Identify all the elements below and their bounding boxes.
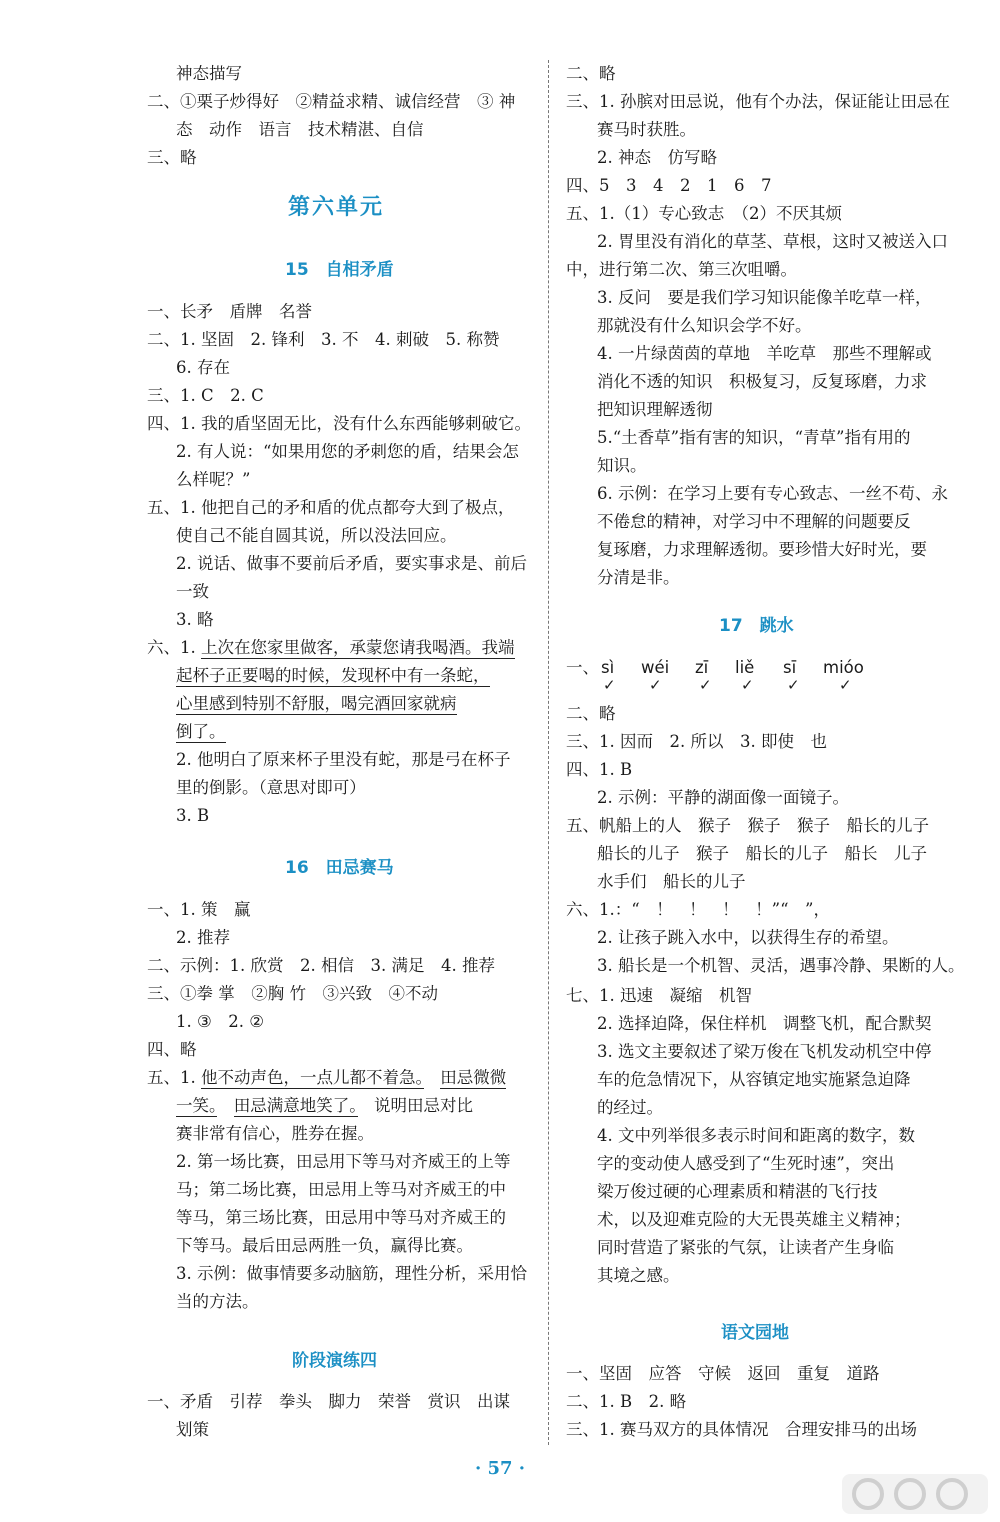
pinyin-item: sì <box>601 658 615 677</box>
answer-line: 3. 船长是一个机智、灵活，遇事冷静、果断的人。 <box>597 956 965 975</box>
answer-line: 车的危急情况下，从容镇定地实施紧急迫降 <box>597 1070 911 1089</box>
underlined-text: 上次在您家里做客，承蒙您请我喝酒。我端 <box>201 638 515 657</box>
spacer-text <box>217 1096 234 1115</box>
answer-line <box>176 666 490 686</box>
answer-line: 态 动作 语言 技术精湛、自信 <box>176 120 424 139</box>
spacer-text <box>424 1068 441 1087</box>
plain-text: 说明田忌对比 <box>357 1096 473 1115</box>
answer-line: 五、1. 他把自己的矛和盾的优点都夸大到了极点， <box>147 498 515 517</box>
answer-line: 那就没有什么知识会学不好。 <box>597 316 812 335</box>
answer-line <box>176 694 457 714</box>
answer-line: 三、1. C 2. C <box>147 386 264 405</box>
answer-line: 四、1. B <box>566 760 633 779</box>
unit-title: 第六单元 <box>288 195 385 220</box>
check-mark-icon: ✓ <box>699 676 712 694</box>
column-divider <box>548 60 549 1445</box>
check-mark-icon: ✓ <box>741 676 754 694</box>
answer-line: 神态描写 <box>176 64 242 83</box>
answer-line: 4. 文中列举很多表示时间和距离的数字，数 <box>597 1126 915 1145</box>
answer-line: 二、略 <box>566 64 616 83</box>
answer-line: 下等马。最后田忌两胜一负，赢得比赛。 <box>176 1236 473 1255</box>
answer-line: 1. ③ 2. ② <box>176 1012 265 1031</box>
answer-line: 2. 示例：平静的湖面像一面镜子。 <box>597 788 849 807</box>
answer-line <box>176 722 226 742</box>
answer-line: 一、1. 策 赢 <box>147 900 251 919</box>
answer-line <box>147 638 515 658</box>
answer-line: 不倦怠的精神，对学习中不理解的问题要反 <box>597 512 911 531</box>
check-mark-icon: ✓ <box>839 676 852 694</box>
underlined-text: 倒了。 <box>176 722 226 741</box>
answer-line: 三、1. 因而 2. 所以 3. 即使 也 <box>566 732 827 751</box>
answer-line: 消化不透的知识 积极复习，反复琢磨，力求 <box>597 372 927 391</box>
answer-line: 三、略 <box>147 148 197 167</box>
underlined-text: 他不动声色，一点儿都不着急。 <box>201 1068 424 1087</box>
answer-line: 二、①栗子炒得好 ②精益求精、诚信经营 ③ 神 <box>147 92 516 111</box>
answer-line: 2. 他明白了原来杯子里没有蛇，那是弓在杯子 <box>176 750 511 769</box>
answer-line: 5.“土香草”指有害的知识，“青草”指有用的 <box>597 428 911 447</box>
pinyin-item: sī <box>783 658 797 677</box>
underlined-text: 心里感到特别不舒服，喝完酒回家就病 <box>176 694 457 713</box>
answer-line: 3. 反问 要是我们学习知识能像羊吃草一样， <box>597 288 932 307</box>
answer-line: 七、1. 迅速 凝缩 机智 <box>566 986 752 1005</box>
answer-line: 知识。 <box>597 456 647 475</box>
answer-line: 等马，第三场比赛，田忌用中等马对齐威王的 <box>176 1208 506 1227</box>
check-mark-icon: ✓ <box>649 676 662 694</box>
answer-line: 4. 一片绿茵茵的草地 羊吃草 那些不理解或 <box>597 344 932 363</box>
answer-line: 二、1. B 2. 略 <box>566 1392 687 1411</box>
answer-line: 二、1. 坚固 2. 锋利 3. 不 4. 刺破 5. 称赞 <box>147 330 500 349</box>
answer-line: 复琢磨，力求理解透彻。要珍惜大好时光，要 <box>597 540 927 559</box>
answer-line: 3. 示例：做事情要多动脑筋，理性分析，采用恰 <box>176 1264 527 1283</box>
underlined-text: 起杯子正要喝的时候，发现杯中有一条蛇， <box>176 666 490 685</box>
answer-line <box>147 1068 506 1088</box>
answer-line: 2. 第一场比赛，田忌用下等马对齐威王的上等 <box>176 1152 511 1171</box>
answer-line: 使自己不能自圆其说，所以没法回应。 <box>176 526 457 545</box>
pinyin-item: wéi <box>641 658 670 677</box>
answer-line: 五、1.（1）专心致志 （2）不厌其烦 <box>566 204 842 223</box>
answer-line: 二、略 <box>566 704 616 723</box>
answer-line: 3. B <box>176 806 210 825</box>
answer-line: 四、1. 我的盾坚固无比，没有什么东西能够刺破它。 <box>147 414 531 433</box>
check-mark-icon: ✓ <box>603 676 616 694</box>
answer-line: 梁万俊过硬的心理素质和精湛的飞行技 <box>597 1182 878 1201</box>
answer-line: 六、1.：“ ！ ！ ！ ！”“ ”， <box>566 900 830 919</box>
answer-prefix: 六、1. <box>147 638 201 657</box>
answer-line: 水手们 船长的儿子 <box>597 872 746 891</box>
answer-line: 一、长矛 盾牌 名誉 <box>147 302 312 321</box>
answer-line: 一致 <box>176 582 209 601</box>
answer-line: 中，进行第二次、第三次咀嚼。 <box>566 260 797 279</box>
answer-prefix: 五、1. <box>147 1068 201 1087</box>
answer-prefix: 一、 <box>566 658 599 677</box>
watermark-logo-icon <box>840 1470 990 1518</box>
answer-line: 船长的儿子 猴子 船长的儿子 船长 儿子 <box>597 844 927 863</box>
answer-line: 赛马时获胜。 <box>597 120 696 139</box>
answer-line: 6. 示例：在学习上要有专心致志、一丝不苟、永 <box>597 484 948 503</box>
answer-line: 三、1. 赛马双方的具体情况 合理安排马的出场 <box>566 1420 917 1439</box>
answer-line: 的经过。 <box>597 1098 663 1117</box>
answer-line: 其境之感。 <box>597 1266 680 1285</box>
answer-line: 6. 存在 <box>176 358 230 377</box>
answer-line: 2. 推荐 <box>176 928 230 947</box>
answer-line <box>566 658 599 678</box>
underlined-text: 田忌满意地笑了。 <box>233 1096 358 1115</box>
answer-line: 分清是非。 <box>597 568 680 587</box>
underlined-text: 田忌微微 <box>440 1068 507 1087</box>
answer-line: 字的变动使人感受到了“生死时速”，突出 <box>597 1154 895 1173</box>
pinyin-item: mióo <box>823 658 864 677</box>
answer-line: 一、坚固 应答 守候 返回 重复 道路 <box>566 1364 880 1383</box>
garden-title: 语文园地 <box>721 1323 789 1343</box>
lesson-title: 15 自相矛盾 <box>285 260 394 280</box>
page-number-text: · 57 · <box>474 1458 526 1479</box>
underlined-text: 一笑。 <box>176 1096 218 1115</box>
answer-line: 划策 <box>176 1420 209 1439</box>
answer-line: 三、①拳 掌 ②胸 竹 ③兴致 ④不动 <box>147 984 438 1003</box>
answer-line: 3. 选文主要叙述了梁万俊在飞机发动机空中停 <box>597 1042 932 1061</box>
answer-line: 赛非常有信心，胜券在握。 <box>176 1124 374 1143</box>
answer-line: 把知识理解透彻 <box>597 400 713 419</box>
answer-line: 2. 说话、做事不要前后矛盾，要实事求是、前后 <box>176 554 527 573</box>
answer-line: 三、1. 孙膑对田忌说，他有个办法，保证能让田忌在 <box>566 92 950 111</box>
answer-line: 2. 胃里没有消化的草茎、草根，这时又被送入口 <box>597 232 948 251</box>
answer-line: 五、帆船上的人 猴子 猴子 猴子 船长的儿子 <box>566 816 929 835</box>
check-mark-icon: ✓ <box>787 676 800 694</box>
pinyin-item: liě <box>735 658 755 677</box>
answer-line: 2. 有人说：“如果用您的矛刺您的盾，结果会怎 <box>176 442 519 461</box>
answer-line: 3. 略 <box>176 610 214 629</box>
answer-line: 2. 选择迫降，保住样机 调整飞机，配合默契 <box>597 1014 932 1033</box>
answer-line: 里的倒影。（意思对即可） <box>176 778 366 797</box>
answer-line: 2. 神态 仿写略 <box>597 148 717 167</box>
answer-line: 2. 让孩子跳入水中，以获得生存的希望。 <box>597 928 899 947</box>
answer-line: 术，以及迎难克险的大无畏英雄主义精神； <box>597 1210 911 1229</box>
stage-title: 阶段演练四 <box>292 1351 377 1371</box>
answer-line: 马；第二场比赛，田忌用上等马对齐威王的中 <box>176 1180 506 1199</box>
answer-line: 一、矛盾 引荐 拳头 脚力 荣誉 赏识 出谋 <box>147 1392 510 1411</box>
answer-line: 四、略 <box>147 1040 197 1059</box>
lesson-title: 16 田忌赛马 <box>285 858 394 878</box>
answer-line: 当的方法。 <box>176 1292 259 1311</box>
answer-line: 么样呢？” <box>176 470 251 489</box>
pinyin-item: zī <box>695 658 709 677</box>
lesson-title: 17 跳水 <box>719 616 794 636</box>
answer-line: 二、示例：1. 欣赏 2. 相信 3. 满足 4. 推荐 <box>147 956 495 975</box>
answer-line: 同时营造了紧张的气氛，让读者产生身临 <box>597 1238 894 1257</box>
answer-line: 四、5 3 4 2 1 6 7 <box>566 176 772 195</box>
answer-line <box>176 1096 473 1116</box>
